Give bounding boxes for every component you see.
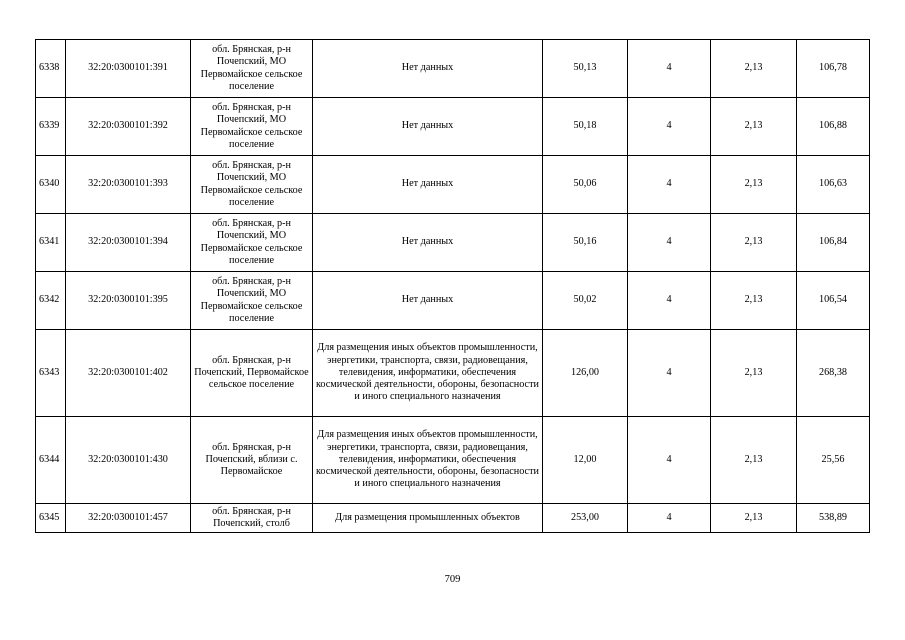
rate-cell: 2,13 (711, 40, 797, 98)
row-number: 6342 (36, 272, 66, 330)
page-number: 709 (444, 574, 461, 585)
value-cell: 538,89 (797, 504, 870, 533)
address-cell: обл. Брянская, р-н Почепский, МО Первомайское сельское поселение (191, 272, 313, 330)
row-number: 6341 (36, 214, 66, 272)
cadastral-number: 32:20:0300101:457 (66, 504, 191, 533)
area-cell: 50,13 (543, 40, 628, 98)
table-row (36, 40, 870, 98)
group-cell: 4 (628, 156, 711, 214)
purpose-cell: Нет данных (313, 98, 543, 156)
value-cell: 106,88 (797, 98, 870, 156)
row-number: 6338 (36, 40, 66, 98)
address-cell: обл. Брянская, р-н Почепский, МО Первомайское сельское поселение (191, 40, 313, 98)
value-cell: 106,84 (797, 214, 870, 272)
cadastral-number: 32:20:0300101:395 (66, 272, 191, 330)
address-cell: обл. Брянская, р-н Почепский, Первомайское сельское поселение (191, 330, 313, 417)
purpose-cell: Нет данных (313, 40, 543, 98)
area-cell: 50,02 (543, 272, 628, 330)
purpose-cell: Нет данных (313, 156, 543, 214)
cadastral-number: 32:20:0300101:394 (66, 214, 191, 272)
row-number: 6345 (36, 504, 66, 533)
purpose-cell: Для размещения иных объектов промышленности, энергетики, транспорта, связи, радиовещания, телевидения, информатики, обеспечения космической деятельности, обороны, безопасности и иного специального назначения (313, 417, 543, 504)
area-cell: 50,16 (543, 214, 628, 272)
area-cell: 50,06 (543, 156, 628, 214)
area-cell: 253,00 (543, 504, 628, 533)
rate-cell: 2,13 (711, 504, 797, 533)
purpose-cell: Нет данных (313, 272, 543, 330)
group-cell: 4 (628, 504, 711, 533)
rate-cell: 2,13 (711, 417, 797, 504)
cadastral-number: 32:20:0300101:402 (66, 330, 191, 417)
value-cell: 106,63 (797, 156, 870, 214)
address-cell: обл. Брянская, р-н Почепский, МО Первомайское сельское поселение (191, 214, 313, 272)
value-cell: 25,56 (797, 417, 870, 504)
rate-cell: 2,13 (711, 214, 797, 272)
area-cell: 12,00 (543, 417, 628, 504)
cadastral-number: 32:20:0300101:392 (66, 98, 191, 156)
address-cell: обл. Брянская, р-н Почепский, МО Первомайское сельское поселение (191, 98, 313, 156)
rate-cell: 2,13 (711, 98, 797, 156)
purpose-cell: Нет данных (313, 214, 543, 272)
rate-cell: 2,13 (711, 330, 797, 417)
purpose-cell: Для размещения промышленных объектов (313, 504, 543, 533)
group-cell: 4 (628, 214, 711, 272)
row-number: 6344 (36, 417, 66, 504)
address-cell: обл. Брянская, р-н Почепский, вблизи с. Первомайское (191, 417, 313, 504)
group-cell: 4 (628, 40, 711, 98)
group-cell: 4 (628, 417, 711, 504)
value-cell: 268,38 (797, 330, 870, 417)
table-row (36, 98, 870, 156)
address-cell: обл. Брянская, р-н Почепский, столб (191, 504, 313, 533)
address-cell: обл. Брянская, р-н Почепский, МО Первомайское сельское поселение (191, 156, 313, 214)
value-cell: 106,78 (797, 40, 870, 98)
area-cell: 50,18 (543, 98, 628, 156)
group-cell: 4 (628, 330, 711, 417)
land-registry-table (35, 39, 870, 533)
row-number: 6339 (36, 98, 66, 156)
purpose-cell: Для размещения иных объектов промышленности, энергетики, транспорта, связи, радиовещания, телевидения, информатики, обеспечения космической деятельности, обороны, безопасности и иного специального назначения (313, 330, 543, 417)
group-cell: 4 (628, 98, 711, 156)
row-number: 6340 (36, 156, 66, 214)
table-row (36, 330, 870, 417)
row-number: 6343 (36, 330, 66, 417)
area-cell: 126,00 (543, 330, 628, 417)
table-row (36, 504, 870, 533)
cadastral-number: 32:20:0300101:393 (66, 156, 191, 214)
cadastral-number: 32:20:0300101:430 (66, 417, 191, 504)
table-row (36, 272, 870, 330)
cadastral-number: 32:20:0300101:391 (66, 40, 191, 98)
table-row (36, 156, 870, 214)
table-row (36, 417, 870, 504)
table-row (36, 214, 870, 272)
value-cell: 106,54 (797, 272, 870, 330)
group-cell: 4 (628, 272, 711, 330)
rate-cell: 2,13 (711, 156, 797, 214)
rate-cell: 2,13 (711, 272, 797, 330)
